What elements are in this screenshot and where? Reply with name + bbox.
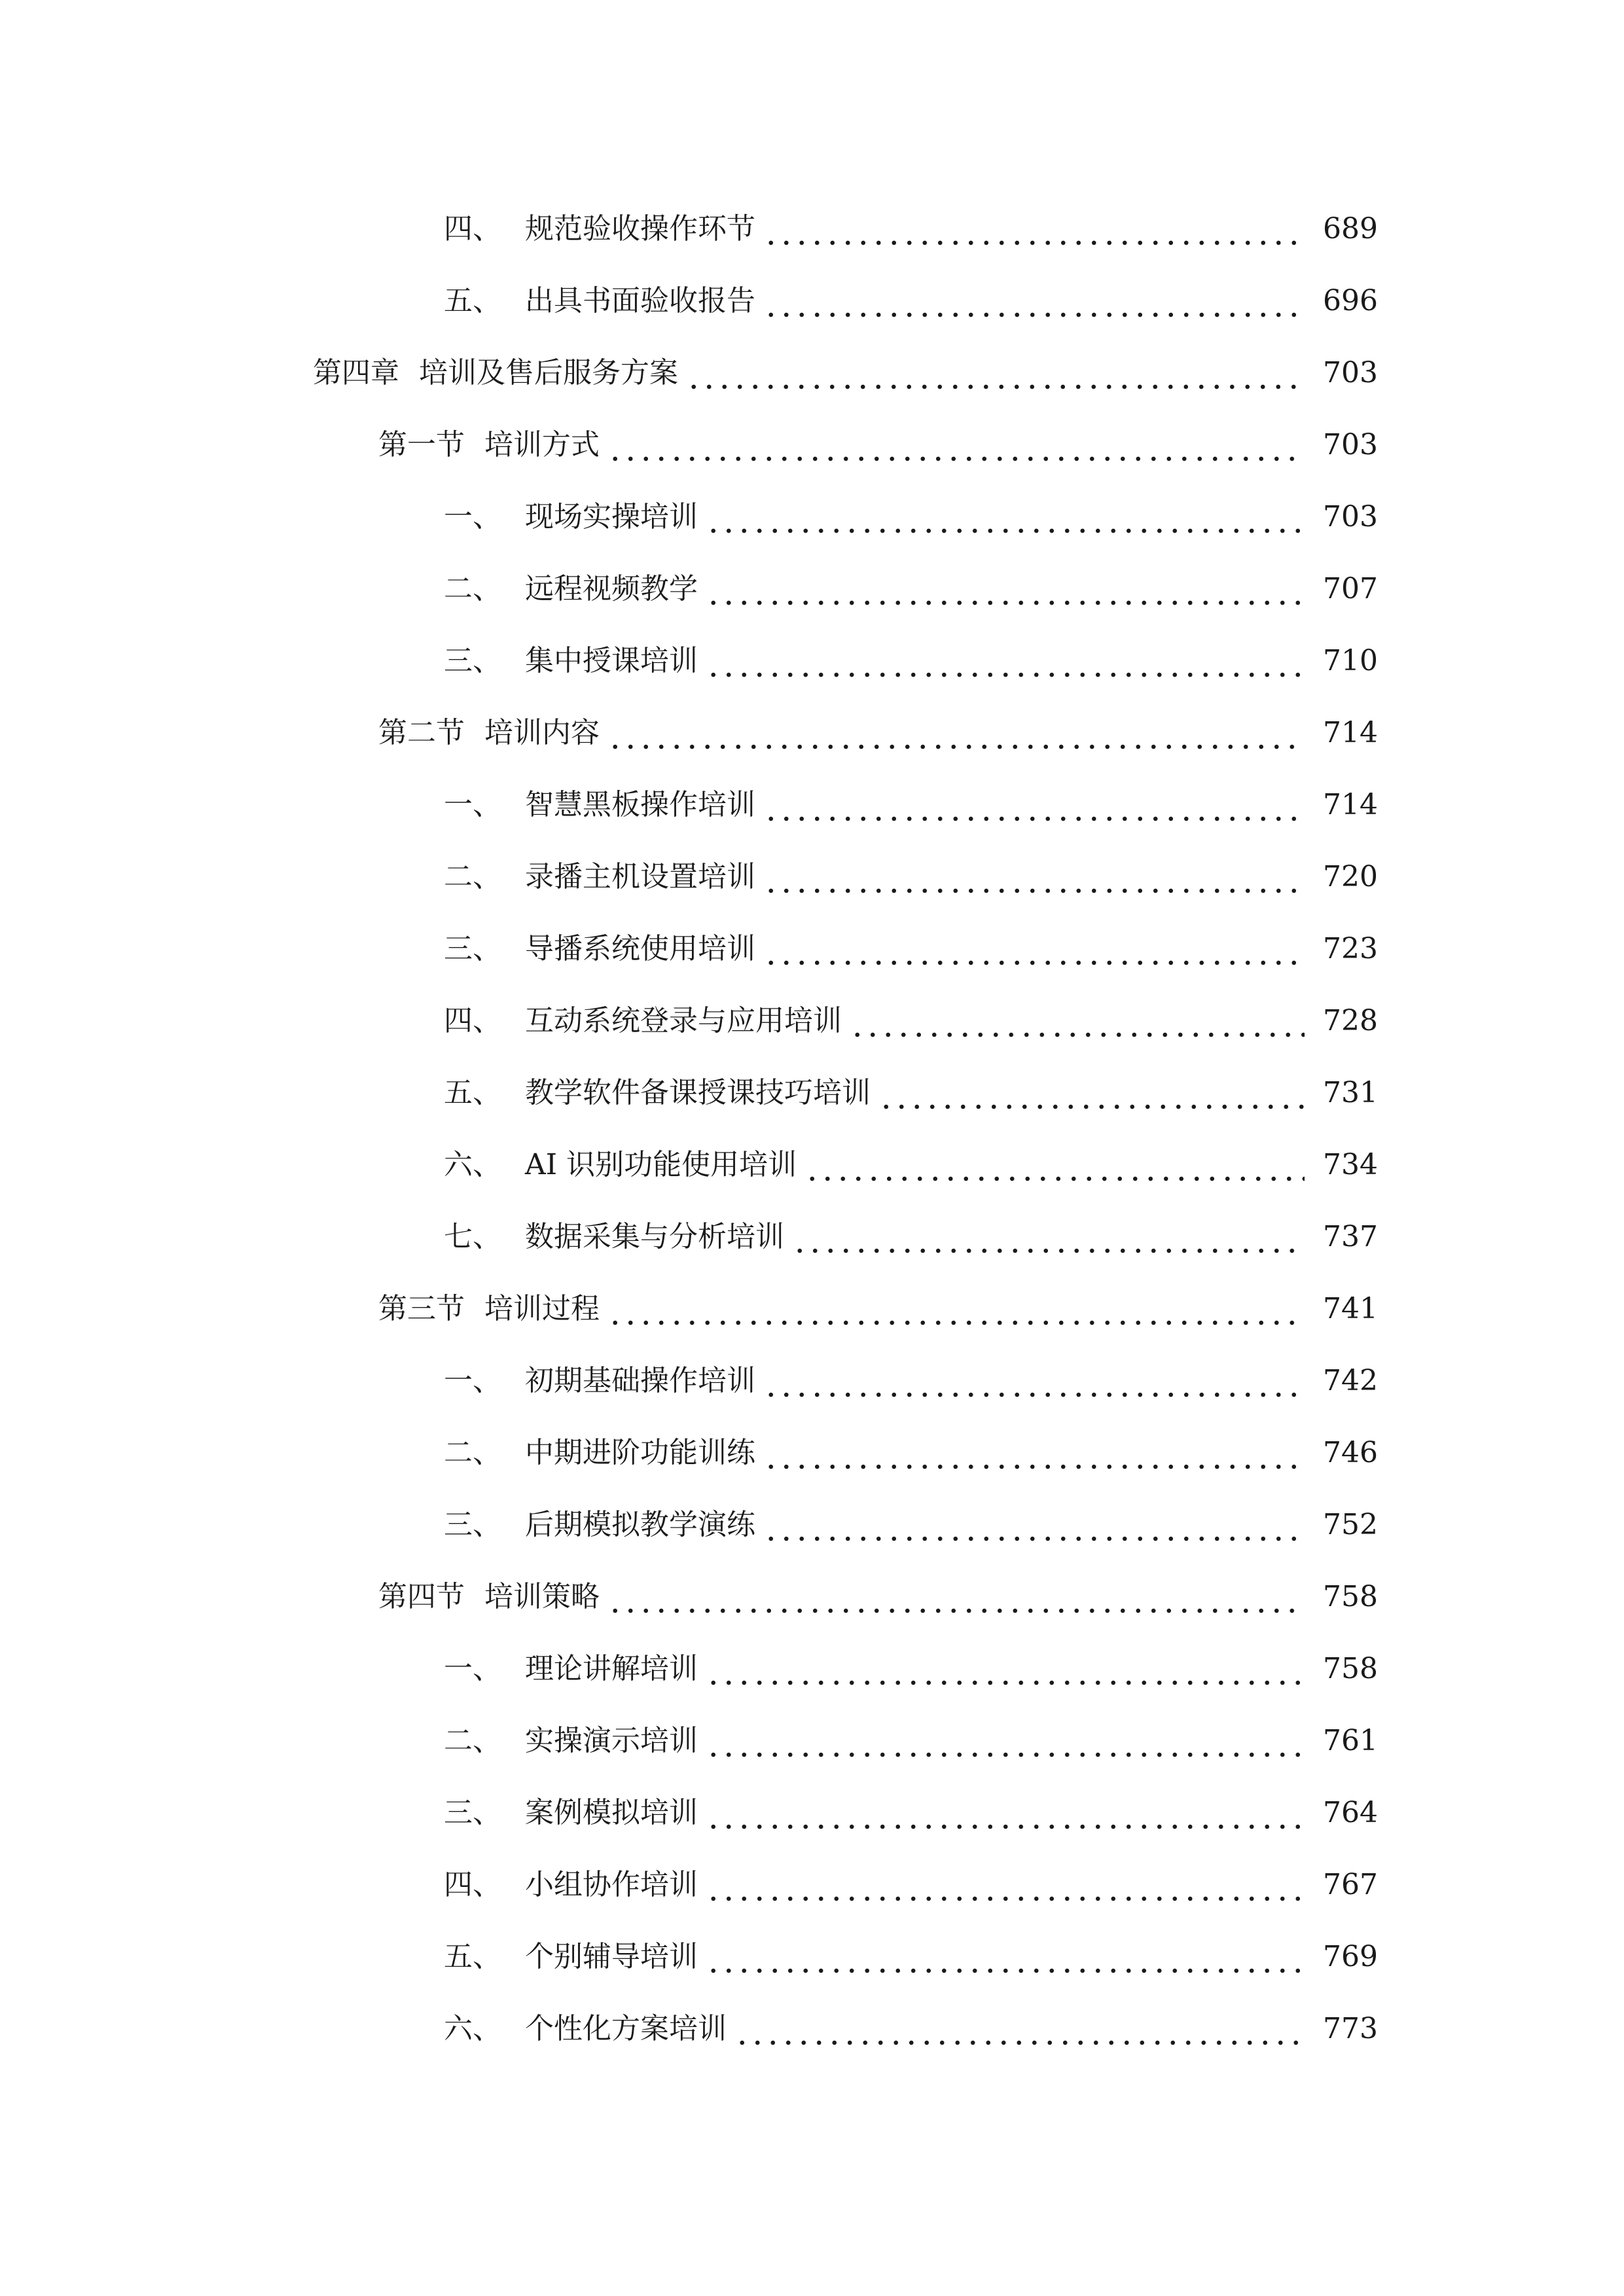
- entry-title: 理论讲解培训: [525, 1652, 698, 1685]
- toc-entry[interactable]: [0, 1067, 1624, 1119]
- page-number: 731: [1323, 1076, 1378, 1109]
- page-number: 696: [1323, 284, 1378, 317]
- entry-title: 集中授课培训: [525, 644, 698, 677]
- dot-leader: [706, 563, 1305, 615]
- dot-leader: [706, 635, 1305, 687]
- entry-number: 二、: [444, 860, 501, 893]
- page-number: 742: [1323, 1364, 1378, 1397]
- toc-entry[interactable]: [0, 275, 1624, 327]
- page-number: 767: [1323, 1868, 1378, 1901]
- dot-leader: [607, 707, 1305, 759]
- dot-leader: [607, 1283, 1305, 1335]
- entry-number: 三、: [444, 644, 501, 677]
- dot-leader: [763, 851, 1305, 903]
- toc-entry[interactable]: [0, 1859, 1624, 1911]
- page-number: 758: [1323, 1580, 1378, 1613]
- page-number: 741: [1323, 1292, 1378, 1325]
- page-number: 734: [1323, 1148, 1378, 1181]
- toc-entry[interactable]: [0, 1499, 1624, 1551]
- section-number: 第一节: [378, 428, 465, 461]
- toc-entry-chapter[interactable]: [0, 347, 1624, 399]
- toc-entry[interactable]: [0, 203, 1624, 255]
- dot-leader: [706, 491, 1305, 543]
- toc-entry[interactable]: [0, 1931, 1624, 1983]
- entry-number: 二、: [444, 1436, 501, 1469]
- toc-entry[interactable]: [0, 1211, 1624, 1263]
- entry-number: 七、: [444, 1220, 501, 1253]
- toc-entry-section[interactable]: [0, 1571, 1624, 1623]
- toc-entry[interactable]: [0, 1643, 1624, 1695]
- page-number: 703: [1323, 428, 1378, 461]
- entry-title: 小组协作培训: [525, 1868, 698, 1901]
- entry-title: AI 识别功能使用培训: [525, 1148, 797, 1181]
- dot-leader: [706, 1715, 1305, 1767]
- toc-entry-section[interactable]: [0, 707, 1624, 759]
- entry-title: 规范验收操作环节: [525, 212, 755, 245]
- toc-entry-section[interactable]: [0, 1283, 1624, 1335]
- entry-title: 现场实操培训: [525, 500, 698, 533]
- chapter-title: 培训及售后服务方案: [419, 356, 678, 389]
- toc-entry[interactable]: [0, 923, 1624, 975]
- entry-title: 智慧黑板操作培训: [525, 788, 755, 821]
- section-title: 培训方式: [484, 428, 600, 461]
- entry-number: 二、: [444, 572, 501, 605]
- section-number: 第四节: [378, 1580, 465, 1613]
- dot-leader: [607, 1571, 1305, 1623]
- toc-entry-section[interactable]: [0, 419, 1624, 471]
- toc-entry[interactable]: [0, 1715, 1624, 1767]
- entry-number: 五、: [444, 1076, 501, 1109]
- chapter-number: 第四章: [313, 356, 399, 389]
- entry-title: 互动系统登录与应用培训: [525, 1004, 842, 1037]
- page-number: 720: [1323, 860, 1378, 893]
- dot-leader: [706, 1643, 1305, 1695]
- page-number: 761: [1323, 1724, 1378, 1757]
- entry-number: 五、: [444, 284, 501, 317]
- entry-number: 五、: [444, 1940, 501, 1973]
- entry-title: 实操演示培训: [525, 1724, 698, 1757]
- page-number: 764: [1323, 1796, 1378, 1829]
- entry-number: 一、: [444, 1652, 501, 1685]
- toc-entry[interactable]: [0, 1787, 1624, 1839]
- dot-leader: [734, 2003, 1305, 2055]
- page-number: 689: [1323, 212, 1378, 245]
- entry-title: 教学软件备课授课技巧培训: [525, 1076, 871, 1109]
- toc-entry[interactable]: [0, 995, 1624, 1047]
- dot-leader: [763, 779, 1305, 831]
- page-number: 758: [1323, 1652, 1378, 1685]
- page-number: 723: [1323, 932, 1378, 965]
- page-number: 728: [1323, 1004, 1378, 1037]
- dot-leader: [686, 347, 1305, 399]
- entry-title: 个别辅导培训: [525, 1940, 698, 1973]
- entry-number: 一、: [444, 788, 501, 821]
- entry-title: 导播系统使用培训: [525, 932, 755, 965]
- toc-entry[interactable]: [0, 635, 1624, 687]
- entry-number: 一、: [444, 500, 501, 533]
- dot-leader: [763, 1355, 1305, 1407]
- dot-leader: [763, 1427, 1305, 1479]
- page-number: 769: [1323, 1940, 1378, 1973]
- dot-leader: [706, 1931, 1305, 1983]
- toc-entry[interactable]: [0, 1139, 1624, 1191]
- entry-number: 三、: [444, 1796, 501, 1829]
- dot-leader: [706, 1787, 1305, 1839]
- page-number: 703: [1323, 500, 1378, 533]
- toc-entry[interactable]: [0, 2003, 1624, 2055]
- entry-title: 案例模拟培训: [525, 1796, 698, 1829]
- dot-leader: [763, 203, 1305, 255]
- toc-entry[interactable]: [0, 851, 1624, 903]
- entry-number: 六、: [444, 1148, 501, 1181]
- entry-title: 录播主机设置培训: [525, 860, 755, 893]
- entry-number: 三、: [444, 932, 501, 965]
- page-number: 746: [1323, 1436, 1378, 1469]
- entry-number: 六、: [444, 2012, 501, 2045]
- entry-number: 四、: [444, 1868, 501, 1901]
- entry-number: 一、: [444, 1364, 501, 1397]
- entry-number: 四、: [444, 1004, 501, 1037]
- page-number: 707: [1323, 572, 1378, 605]
- dot-leader: [706, 1859, 1305, 1911]
- page-number: 752: [1323, 1508, 1378, 1541]
- section-number: 第二节: [378, 716, 465, 749]
- toc-entry[interactable]: [0, 779, 1624, 831]
- section-title: 培训策略: [484, 1580, 600, 1613]
- toc-entry[interactable]: [0, 491, 1624, 543]
- page-number: 773: [1323, 2012, 1378, 2045]
- toc-entry[interactable]: [0, 1427, 1624, 1479]
- entry-number: 三、: [444, 1508, 501, 1541]
- dot-leader: [763, 275, 1305, 327]
- entry-number: 二、: [444, 1724, 501, 1757]
- page-number: 710: [1323, 644, 1378, 677]
- toc-entry[interactable]: [0, 1355, 1624, 1407]
- entry-title: 远程视频教学: [525, 572, 698, 605]
- dot-leader: [607, 419, 1305, 471]
- dot-leader: [850, 995, 1305, 1047]
- page-number: 737: [1323, 1220, 1378, 1253]
- section-title: 培训过程: [484, 1292, 600, 1325]
- dot-leader: [763, 1499, 1305, 1551]
- dot-leader: [878, 1067, 1305, 1119]
- section-title: 培训内容: [484, 716, 600, 749]
- entry-title: 中期进阶功能训练: [525, 1436, 755, 1469]
- entry-title: 数据采集与分析培训: [525, 1220, 784, 1253]
- page-number: 714: [1323, 788, 1378, 821]
- page-number: 714: [1323, 716, 1378, 749]
- dot-leader: [763, 923, 1305, 975]
- page-number: 703: [1323, 356, 1378, 389]
- entry-title: 初期基础操作培训: [525, 1364, 755, 1397]
- entry-title: 后期模拟教学演练: [525, 1508, 755, 1541]
- entry-number: 四、: [444, 212, 501, 245]
- dot-leader: [804, 1139, 1305, 1191]
- dot-leader: [792, 1211, 1305, 1263]
- entry-title: 出具书面验收报告: [525, 284, 755, 317]
- section-number: 第三节: [378, 1292, 465, 1325]
- toc-entry[interactable]: [0, 563, 1624, 615]
- entry-title: 个性化方案培训: [525, 2012, 727, 2045]
